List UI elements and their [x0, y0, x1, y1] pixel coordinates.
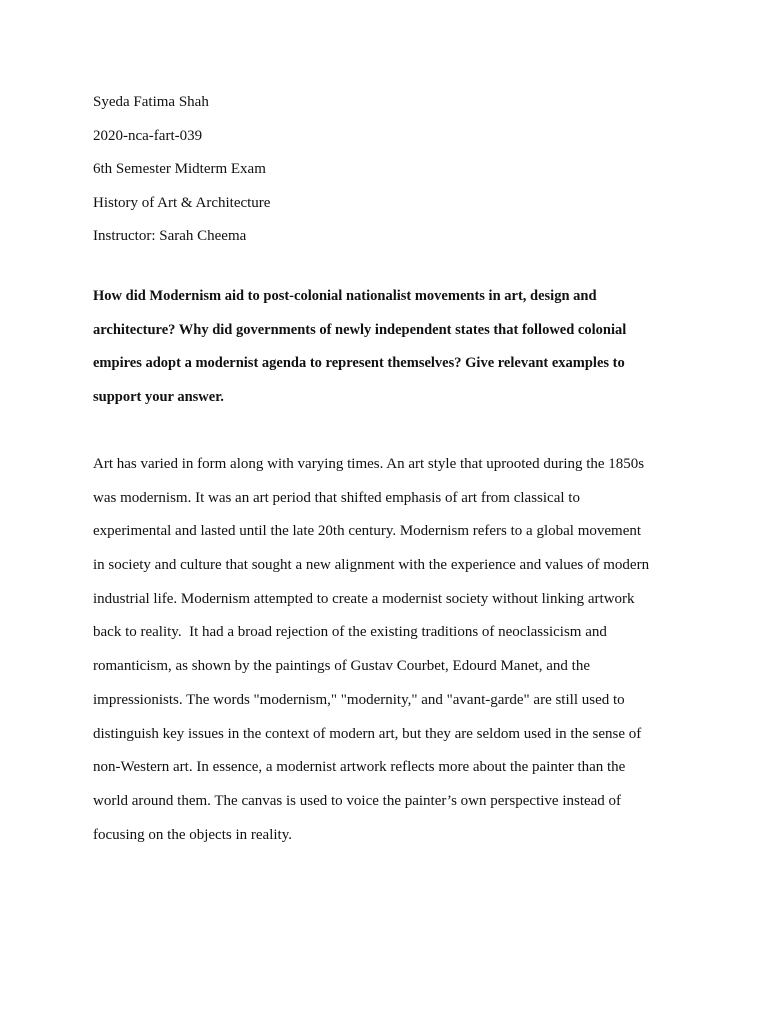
answer-line: world around them. The canvas is used to voice the painter’s own perspective instead of [93, 792, 622, 809]
answer-line: in society and culture that sought a new alignment with the experience and values of modern [93, 557, 650, 574]
student-info-header [93, 86, 270, 254]
answer-line: industrial life. Modernism attempted to create a modernist society without linking artwork [93, 590, 635, 607]
student-name: Syeda Fatima Shah [93, 94, 209, 110]
question-line: How did Modernism aid to post-colonial nationalist movements in art, design and [93, 288, 597, 304]
answer-line: experimental and lasted until the late 20th century. Modernism refers to a global movement [93, 523, 642, 540]
answer-line: non-Western art. In essence, a modernist artwork reflects more about the painter than the [93, 759, 626, 776]
answer-line: impressionists. The words "modernism," "modernity," and "avant-garde" are still used to [93, 691, 625, 708]
question-line: empires adopt a modernist agenda to represent themselves? Give relevant examples to [93, 355, 625, 372]
instructor-name: Instructor: Sarah Cheema [93, 228, 247, 244]
answer-line: focusing on the objects in reality. [93, 826, 292, 843]
answer-line: distinguish key issues in the context of modern art, but they are seldom used in the sense of [93, 725, 642, 742]
answer-line: back to reality. It had a broad rejection of the existing traditions of neoclassicism and [93, 624, 607, 641]
exam-question [93, 280, 683, 414]
answer-line: was modernism. It was an art period that shifted emphasis of art from classical to [93, 489, 580, 506]
answer-paragraph [93, 448, 693, 852]
course-name: History of Art & Architecture [93, 194, 271, 211]
answer-line: romanticism, as shown by the paintings of Gustav Courbet, Edourd Manet, and the [93, 658, 590, 675]
answer-line: Art has varied in form along with varying times. An art style that uprooted during the 1850s [93, 456, 645, 472]
question-line: architecture? Why did governments of newly independent states that followed colonial [93, 321, 627, 338]
exam-title: 6th Semester Midterm Exam [93, 161, 266, 177]
student-id: 2020-nca-fart-039 [93, 127, 203, 144]
question-line: support your answer. [93, 388, 224, 405]
